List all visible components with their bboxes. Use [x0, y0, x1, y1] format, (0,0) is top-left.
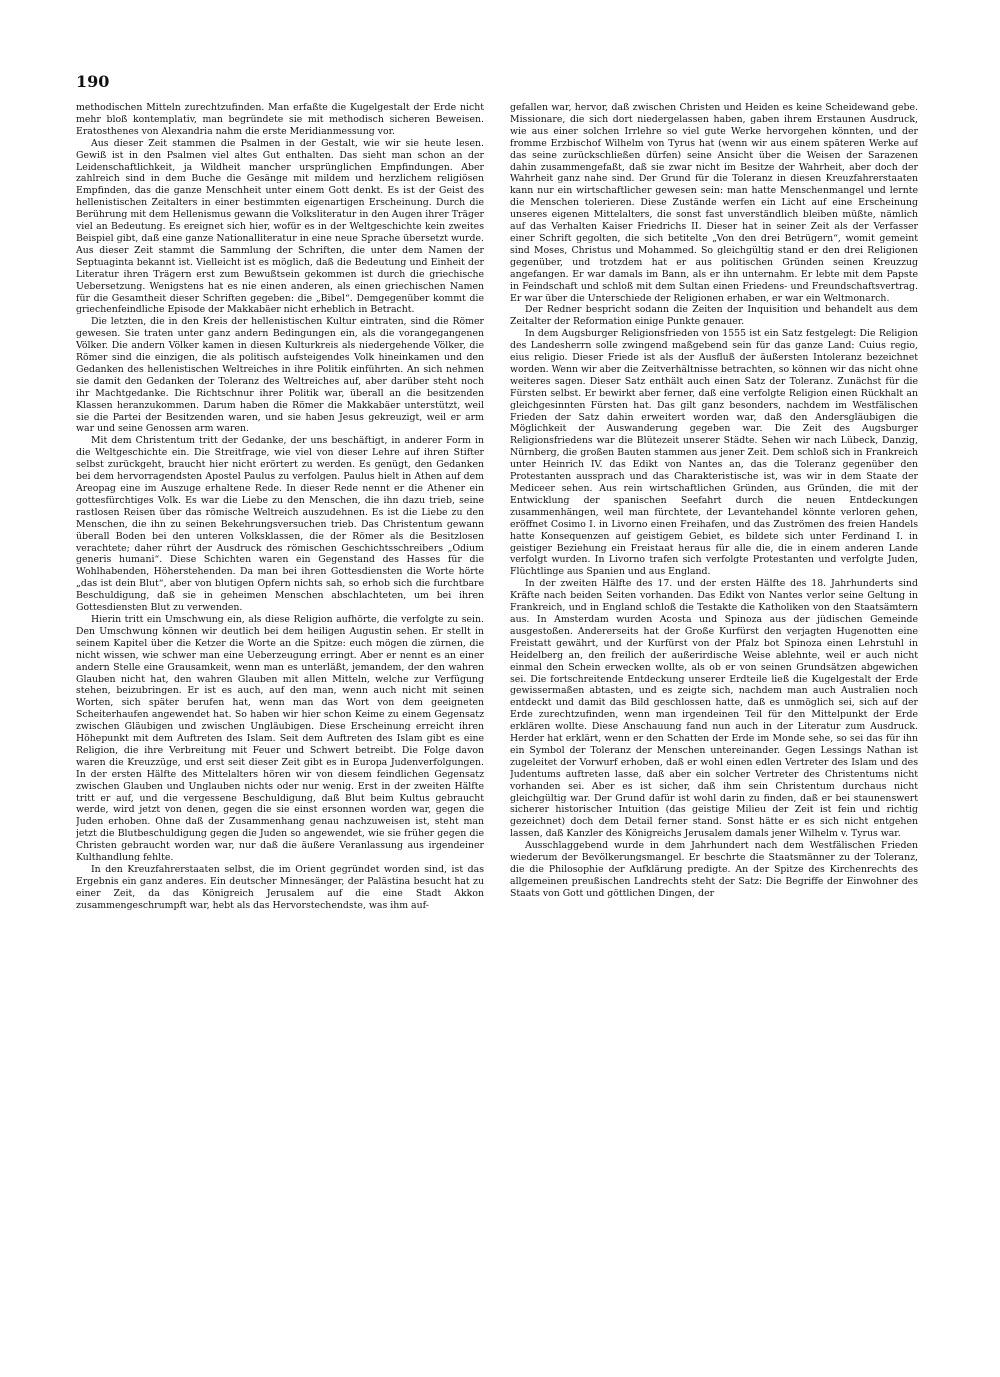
text-column-left	[76, 102, 484, 1357]
paragraph: gefallen war, hervor, daß zwischen Christen und Heiden es keine Scheidewand gebe. Missionare, die sich dort niedergelassen haben, gaben ihrem Erstaunen Ausdruck, wie aus einer solchen Irrlehre so viel gute Werke hervorgehen könnten, und der fromme Erzbischof Wilhelm von Tyrus hat (wenn wir aus einem späteren Werke auf das seine zurückschließen dürfen) seine Ansicht über die Weisen der Sarazenen dahin zusammengefaßt, daß sie zwar nicht im Besitze der Wahrheit, aber doch der Wahrheit ganz nahe sind. Der Grund für die Toleranz in diesen Kreuzfahrerstaaten kann nur ein wirtschaftlicher gewesen sein: man hatte Menschenmangel und lernte die Menschen tolerieren. Diese Zustände werfen ein Licht auf eine Erscheinung unseres eigenen Mittelalters, die sonst fast unverständlich bleiben müßte, nämlich auf das Verhalten Kaiser Friedrichs II. Dieser hat in seiner Zeit als der Verfasser einer Schrift gegolten, die sich betitelte „Von den drei Betrügern“, womit gemeint sind Moses, Christus und Mohammed. So gleichgültig stand er den drei Religionen gegenüber, und trotzdem hat er aus politischen Gründen seinen Kreuzzug angefangen. Er war damals im Bann, als er ihn unternahm. Er lebte mit dem Papste in Feindschaft und schloß mit dem Sultan einen Friedens- und Freundschaftsvertrag. Er war über die Unterschiede der Religionen erhaben, er war ein Weltmonarch.	[510, 102, 918, 304]
text-column-right	[510, 102, 918, 1357]
paragraph: Der Redner bespricht sodann die Zeiten der Inquisition und behandelt aus dem Zeitalter der Reformation einige Punkte genauer.	[510, 304, 918, 328]
paragraph: methodischen Mitteln zurechtzufinden. Man erfaßte die Kugelgestalt der Erde nicht mehr bloß kontemplativ, man begründete sie mit methodisch sicheren Beweisen. Eratosthenes von Alexandria nahm die erste Meridianmessung vor.	[76, 102, 484, 137]
page-number: 190	[76, 72, 110, 91]
paragraph: Mit dem Christentum tritt der Gedanke, der uns beschäftigt, in anderer Form in die Weltgeschichte ein. Die Streitfrage, wie viel von dieser Lehre auf ihren Stifter selbst zurückgeht, braucht hier nicht erörtert zu werden. Es genügt, den Gedanken bei dem hervorragendsten Apostel Paulus zu verfolgen. Paulus hielt in Athen auf dem Areopag eine im Auszuge erhaltene Rede. In dieser Rede nennt er die Athener ein gottesfürchtiges Volk. Es war die Liebe zu den Menschen, die ihn dazu trieb, seine rastlosen Reisen über das römische Weltreich auszudehnen. Es ist die Liebe zu den Menschen, die ihn zu seinen Bekehrungsversuchen trieb. Das Christentum gewann überall Boden bei den unteren Volksklassen, die der Römer als die Besitzlosen verachtete; daher rührt der Ausdruck des römischen Geschichtsschreibers „Odium generis humani“. Diese Schichten waren ein Gegenstand des Hasses für die Wohlhabenden, Höherstehenden. Da man bei ihren Gottesdiensten die Worte hörte „das ist dein Blut“, aber von blutigen Opfern nichts sah, so erhob sich die furchtbare Beschuldigung, daß sie in geheimen Menschen abschlachteten, um bei ihren Gottesdiensten Blut zu verwenden.	[76, 435, 484, 614]
paragraph: Ausschlaggebend wurde in dem Jahrhundert nach dem Westfälischen Frieden wiederum der Bevölkerungsmangel. Er beschrte die Staatsmänner zu der Toleranz, die die Philosophie der Aufklärung predigte. An der Spitze des Kirchenrechts des allgemeinen preußischen Landrechts steht der Satz: Die Begriffe der Einwohner des Staats von Gott und göttlichen Dingen, der	[510, 840, 918, 899]
paragraph: Hierin tritt ein Umschwung ein, als diese Religion aufhörte, die verfolgte zu sein. Den Umschwung können wir deutlich bei dem heiligen Augustin sehen. Er stellt in seinem Kapitel über die Ketzer die Worte an die Spitze: euch mögen die zürnen, die nicht wissen, wie schwer man eine Ueberzeugung erringt. Aber er nennt es an einer andern Stelle eine Grausamkeit, wenn man es unterläßt, jemandem, der den wahren Glauben nicht hat, den wahren Glauben mit allen Mitteln, welche zur Verfügung stehen, beizubringen. Er ist es auch, auf den man, wenn auch nicht mit seinen Worten, sich später berufen hat, wenn man das Wort von dem geeigneten Scheiterhaufen angewendet hat. So haben wir hier schon Keime zu einem Gegensatz zwischen Gläubigen und zwischen Ungläubigen. Diese Erscheinung erreicht ihren Höhepunkt mit dem Auftreten des Islam. Seit dem Auftreten des Islam gibt es eine Religion, die ihre Verbreitung mit Feuer und Schwert betreibt. Die Folge davon waren die Kreuzzüge, und erst seit dieser Zeit gibt es in Europa Judenverfolgungen. In der ersten Hälfte des Mittelalters hören wir von diesem feindlichen Gegensatz zwischen Glauben und Unglauben nichts oder nur wenig. Erst in der zweiten Hälfte tritt er auf, und die vergessene Beschuldigung, daß Blut beim Kultus gebraucht werde, wird jetzt von denen, gegen die sie einst ersonnen worden war, gegen die Juden erhoben. Ohne daß der Zusammenhang genau nachzuweisen ist, steht man jetzt die Blutbeschuldigung gegen die Juden so angewendet, wie sie früher gegen die Christen gebraucht worden war, nur daß die äußere Veranlassung aus irgendeiner Kulthandlung fehlte.	[76, 613, 484, 864]
paragraph: Die letzten, die in den Kreis der hellenistischen Kultur eintraten, sind die Römer gewesen. Sie traten unter ganz andern Bedingungen ein, als die vorangegangenen Völker. Die andern Völker kamen in diesen Kulturkreis als niedergehende Völker, die Römer sind die einzigen, die als politisch aufsteigendes Volk hineinkamen und den Gedanken des hellenistischen Weltreiches in ihre Politik einführten. An sich nehmen sie damit den Gedanken der Toleranz des Weltreiches auf, aber darüber steht noch ihr Machtgedanke. Die Richtschnur ihrer Politik war, überall an die besitzenden Klassen heranzukommen. Darum haben die Römer die Makkabäer unterstützt, weil sie die Partei der Besitzenden waren, und sie haben Jesus gekreuzigt, weil er arm war und seine Genossen arm waren.	[76, 316, 484, 435]
paragraph: Aus dieser Zeit stammen die Psalmen in der Gestalt, wie wir sie heute lesen. Gewiß ist in den Psalmen viel altes Gut enthalten. Das sieht man schon an der Leidenschaftlichkeit, ja Wildheit mancher ursprünglichen Empfindungen. Aber zahlreich sind in dem Buche die Gesänge mit mildem und herzlichem religiösen Empfinden, das die ganze Menschheit unter einem Gott denkt. Es ist der Geist des hellenistischen Zeitalters in einer bestimmten eigenartigen Erscheinung. Durch die Berührung mit dem Hellenismus gewann die Volksliteratur in den Augen ihrer Träger viel an Bedeutung. Es ereignet sich hier, wofür es in der Weltgeschichte kein zweites Beispiel gibt, daß eine ganze Nationalliteratur in eine neue Sprache übersetzt wurde. Aus dieser Zeit stammt die Sammlung der Schriften, die unter dem Namen der Septuaginta bekannt ist. Vielleicht ist es möglich, daß die Bedeutung und Einheit der Literatur ihren Trägern erst zum Bewußtsein gekommen ist durch die griechische Uebersetzung. Wenigstens hat es nie einen anderen, als einen griechischen Namen für die Gesamtheit dieser Schriften gegeben: die „Bibel“. Demgegenüber kommt die griechenfeindliche Episode der Makkabäer nicht erheblich in Betracht.	[76, 137, 484, 316]
paragraph: In dem Augsburger Religionsfrieden von 1555 ist ein Satz festgelegt: Die Religion des Landesherrn solle zwingend maßgebend sein für das ganze Land: Cuius regio, eius religio. Dieser Friede ist als der Ausfluß der äußersten Intoleranz bezeichnet worden. Wenn wir aber die Zeitverhältnisse betrachten, so können wir das nicht ohne weiteres sagen. Dieser Satz enthält auch einen Satz der Toleranz. Zunächst für die Fürsten selbst. Er bewirkt aber ferner, daß eine verfolgte Religion einen Rückhalt an gleichgesinnten Fürsten hat. Das gilt ganz besonders, nachdem im Westfälischen Frieden der Satz dahin erweitert worden war, daß den Andersgläubigen die Möglichkeit der Auswanderung gegeben war. Die Zeit des Augsburger Religionsfriedens war die Blütezeit unserer Städte. Sehen wir nach Lübeck, Danzig, Nürnberg, die großen Bauten stammen aus jener Zeit. Dem schloß sich in Frankreich unter Heinrich IV. das Edikt von Nantes an, das die Toleranz gegenüber den Protestanten aussprach und das Charakteristische ist, was wir in dem Staate der Mediceer sehen. Aus rein wirtschaftlichen Gründen, aus Gründen, die mit der Entwicklung der spanischen Seefahrt durch die neuen Entdeckungen zusammenhängen, weil man fürchtete, der Levantehandel könnte verloren gehen, eröffnet Cosimo I. in Livorno einen Freihafen, und das Zuströmen des freien Handels hatte Konsequenzen auf geistigem Gebiet, es bildete sich unter Ferdinand I. in geistiger Beziehung ein Freistaat heraus für alle die, die in einem anderen Lande verfolgt wurden. In Livorno trafen sich verfolgte Protestanten und verfolgte Juden, Flüchtlinge aus Spanien und aus England.	[510, 328, 918, 578]
paragraph: In der zweiten Hälfte des 17. und der ersten Hälfte des 18. Jahrhunderts sind Kräfte nach beiden Seiten vorhanden. Das Edikt von Nantes verlor seine Geltung in Frankreich, und in England schloß die Testakte die Katholiken von den Staatsämtern aus. In Amsterdam wurden Acosta und Spinoza aus der jüdischen Gemeinde ausgestoßen. Andererseits hat der Große Kurfürst den verjagten Hugenotten eine Freistatt gewährt, und der Kurfürst von der Pfalz bot Spinoza einen Lehrstuhl in Heidelberg an, den freilich der außerirdische Weise ablehnte, weil er auch nicht einmal den Schein erwecken wollte, als ob er von seinen Grundsätzen abgewichen sei. Die fortschreitende Entdeckung unserer Erdteile ließ die Kugelgestalt der Erde gewissermaßen abtasten, und es zeigte sich, nachdem man auch Australien noch entdeckt und damit das Bild geschlossen hatte, daß es unmöglich sei, sich auf der Erde zurechtzufinden, wenn man irgendeinen Teil für den Mittelpunkt der Erde erklären wollte. Diese Anschauung fand nun auch in der Literatur zum Ausdruck. Herder hat erklärt, wenn er den Schatten der Erde im Monde sehe, so sei das für ihn ein Symbol der Toleranz der Menschen untereinander. Gegen Lessings Nathan ist zugeleitet der Vorwurf erhoben, daß er wohl einen edlen Vertreter des Islam und des Judentums auftreten lasse, daß aber ein solcher Vertreter des Christentums nicht vorhanden sei. Aber es ist sicher, daß ihm sein Christentum durchaus nicht gleichgültig war. Der Grund dafür ist wohl darin zu finden, daß er bei staunenswert sicherer historischer Intuition (das geistige Milieu der Zeit ist fein und richtig gezeichnet) doch dem Detail ferner stand. Sonst hätte er es sich nicht entgehen lassen, daß Kanzler des Königreichs Jerusalem damals jener Wilhelm v. Tyrus war.	[510, 578, 918, 840]
paragraph: In den Kreuzfahrerstaaten selbst, die im Orient gegründet worden sind, ist das Ergebnis ein ganz anderes. Ein deutscher Minnesänger, der Palästina besucht hat zu einer Zeit, da das Königreich Jerusalem auf die eine Stadt Akkon zusammengeschrumpft war, hebt als das Hervorstechendste, was ihm auf-	[76, 864, 484, 911]
